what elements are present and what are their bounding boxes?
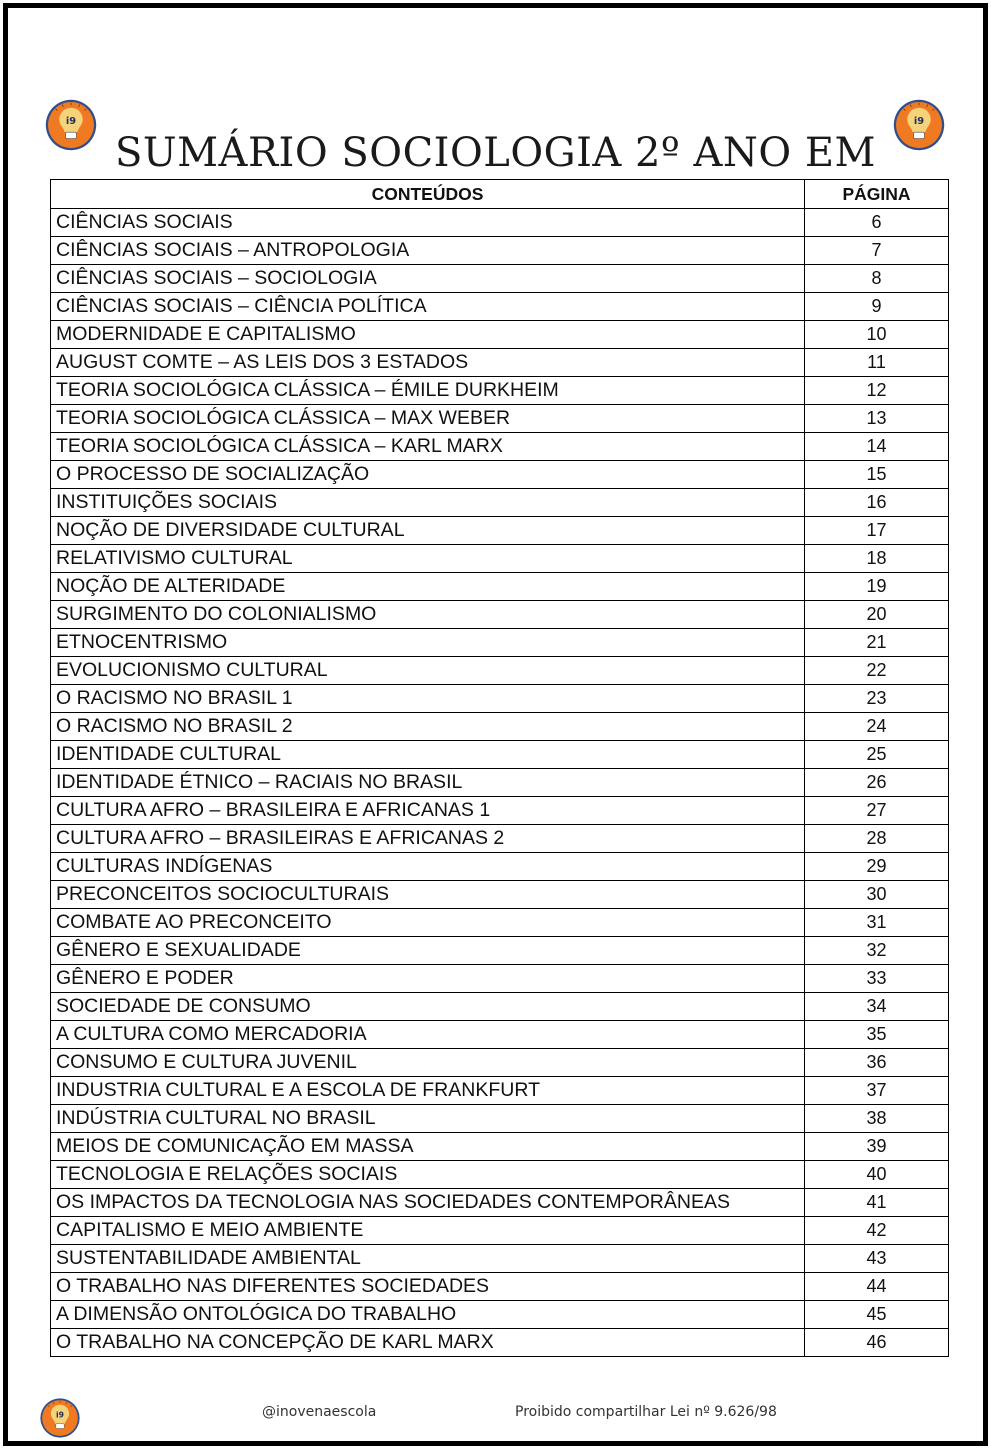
row-content-title: PRECONCEITOS SOCIOCULTURAIS (51, 881, 805, 909)
table-row (51, 937, 949, 965)
row-content-title: GÊNERO E SEXUALIDADE (51, 937, 805, 965)
row-content-title: IDENTIDADE ÉTNICO – RACIAIS NO BRASIL (51, 769, 805, 797)
row-page-number: 22 (805, 657, 949, 685)
table-row (51, 405, 949, 433)
column-header-page: PÁGINA (805, 180, 949, 209)
table-row (51, 685, 949, 713)
row-page-number: 27 (805, 797, 949, 825)
row-content-title: O RACISMO NO BRASIL 1 (51, 685, 805, 713)
row-page-number: 43 (805, 1245, 949, 1273)
row-content-title: O RACISMO NO BRASIL 2 (51, 713, 805, 741)
footer-law-notice: Proibido compartilhar Lei nº 9.626/98 (515, 1404, 777, 1420)
row-content-title: IDENTIDADE CULTURAL (51, 741, 805, 769)
row-content-title: O TRABALHO NAS DIFERENTES SOCIEDADES (51, 1273, 805, 1301)
row-page-number: 29 (805, 853, 949, 881)
row-page-number: 24 (805, 713, 949, 741)
row-page-number: 15 (805, 461, 949, 489)
table-row (51, 993, 949, 1021)
table-row (51, 461, 949, 489)
table-row (51, 769, 949, 797)
row-content-title: SUSTENTABILIDADE AMBIENTAL (51, 1245, 805, 1273)
row-page-number: 36 (805, 1049, 949, 1077)
row-content-title: INDÚSTRIA CULTURAL NO BRASIL (51, 1105, 805, 1133)
column-header-content: CONTEÚDOS (51, 180, 805, 209)
row-content-title: ETNOCENTRISMO (51, 629, 805, 657)
row-page-number: 16 (805, 489, 949, 517)
row-page-number: 39 (805, 1133, 949, 1161)
table-row (51, 1077, 949, 1105)
row-page-number: 33 (805, 965, 949, 993)
logo-text: i9 (56, 1410, 64, 1420)
table-row (51, 349, 949, 377)
table-row (51, 573, 949, 601)
row-content-title: GÊNERO E PODER (51, 965, 805, 993)
row-page-number: 26 (805, 769, 949, 797)
footer-social-handle: @inovenaescola (262, 1404, 377, 1420)
table-row (51, 545, 949, 573)
school-logo-footer (39, 1396, 81, 1440)
row-content-title: NOÇÃO DE ALTERIDADE (51, 573, 805, 601)
row-page-number: 41 (805, 1189, 949, 1217)
table-header-row (51, 180, 949, 209)
table-row (51, 1245, 949, 1273)
row-content-title: SURGIMENTO DO COLONIALISMO (51, 601, 805, 629)
table-row (51, 657, 949, 685)
row-content-title: EVOLUCIONISMO CULTURAL (51, 657, 805, 685)
row-page-number: 8 (805, 265, 949, 293)
row-content-title: TEORIA SOCIOLÓGICA CLÁSSICA – MAX WEBER (51, 405, 805, 433)
row-content-title: TECNOLOGIA E RELAÇÕES SOCIAIS (51, 1161, 805, 1189)
table-row (51, 1273, 949, 1301)
table-row (51, 629, 949, 657)
table-row (51, 1049, 949, 1077)
row-content-title: CULTURA AFRO – BRASILEIRAS E AFRICANAS 2 (51, 825, 805, 853)
table-row (51, 1189, 949, 1217)
row-page-number: 14 (805, 433, 949, 461)
row-page-number: 23 (805, 685, 949, 713)
row-page-number: 40 (805, 1161, 949, 1189)
row-page-number: 46 (805, 1329, 949, 1357)
table-row (51, 1217, 949, 1245)
row-content-title: OS IMPACTOS DA TECNOLOGIA NAS SOCIEDADES CONTEMPORÂNEAS (51, 1189, 805, 1217)
logo-text: i9 (65, 116, 77, 128)
row-content-title: SOCIEDADE DE CONSUMO (51, 993, 805, 1021)
table-row (51, 433, 949, 461)
document-title: SUMÁRIO SOCIOLOGIA 2º ANO EM (114, 130, 876, 176)
row-page-number: 45 (805, 1301, 949, 1329)
row-page-number: 19 (805, 573, 949, 601)
table-row (51, 1301, 949, 1329)
table-of-contents (50, 179, 949, 1357)
row-content-title: AUGUST COMTE – AS LEIS DOS 3 ESTADOS (51, 349, 805, 377)
table-row (51, 713, 949, 741)
table-row (51, 825, 949, 853)
table-row (51, 797, 949, 825)
row-content-title: MEIOS DE COMUNICAÇÃO EM MASSA (51, 1133, 805, 1161)
row-page-number: 42 (805, 1217, 949, 1245)
row-page-number: 21 (805, 629, 949, 657)
table-row (51, 881, 949, 909)
row-content-title: MODERNIDADE E CAPITALISMO (51, 321, 805, 349)
row-page-number: 20 (805, 601, 949, 629)
row-content-title: COMBATE AO PRECONCEITO (51, 909, 805, 937)
table-row (51, 1161, 949, 1189)
row-page-number: 11 (805, 349, 949, 377)
row-content-title: CULTURAS INDÍGENAS (51, 853, 805, 881)
row-page-number: 18 (805, 545, 949, 573)
row-content-title: CAPITALISMO E MEIO AMBIENTE (51, 1217, 805, 1245)
table-row (51, 853, 949, 881)
table-row (51, 321, 949, 349)
table-body (51, 209, 949, 1357)
row-content-title: O TRABALHO NA CONCEPÇÃO DE KARL MARX (51, 1329, 805, 1357)
row-content-title: INDUSTRIA CULTURAL E A ESCOLA DE FRANKFURT (51, 1077, 805, 1105)
table-row (51, 1329, 949, 1357)
row-page-number: 30 (805, 881, 949, 909)
row-page-number: 28 (805, 825, 949, 853)
row-page-number: 13 (805, 405, 949, 433)
table-row (51, 1021, 949, 1049)
table-row (51, 377, 949, 405)
row-page-number: 7 (805, 237, 949, 265)
row-page-number: 12 (805, 377, 949, 405)
table-row (51, 265, 949, 293)
row-page-number: 32 (805, 937, 949, 965)
row-page-number: 38 (805, 1105, 949, 1133)
table-row (51, 489, 949, 517)
row-content-title: CULTURA AFRO – BRASILEIRA E AFRICANAS 1 (51, 797, 805, 825)
row-page-number: 25 (805, 741, 949, 769)
row-content-title: CIÊNCIAS SOCIAIS – SOCIOLOGIA (51, 265, 805, 293)
row-content-title: CIÊNCIAS SOCIAIS (51, 209, 805, 237)
table-row (51, 909, 949, 937)
row-content-title: O PROCESSO DE SOCIALIZAÇÃO (51, 461, 805, 489)
table-row (51, 209, 949, 237)
row-page-number: 34 (805, 993, 949, 1021)
row-content-title: INSTITUIÇÕES SOCIAIS (51, 489, 805, 517)
row-page-number: 17 (805, 517, 949, 545)
row-content-title: CIÊNCIAS SOCIAIS – CIÊNCIA POLÍTICA (51, 293, 805, 321)
table-row (51, 741, 949, 769)
table-row (51, 517, 949, 545)
row-page-number: 37 (805, 1077, 949, 1105)
row-page-number: 44 (805, 1273, 949, 1301)
row-content-title: CONSUMO E CULTURA JUVENIL (51, 1049, 805, 1077)
row-page-number: 31 (805, 909, 949, 937)
row-content-title: CIÊNCIAS SOCIAIS – ANTROPOLOGIA (51, 237, 805, 265)
row-content-title: TEORIA SOCIOLÓGICA CLÁSSICA – ÉMILE DURKHEIM (51, 377, 805, 405)
row-page-number: 6 (805, 209, 949, 237)
lightbulb-logo-icon (39, 1396, 81, 1440)
row-page-number: 35 (805, 1021, 949, 1049)
table-row (51, 293, 949, 321)
logo-text: i9 (913, 116, 925, 128)
table-row (51, 1105, 949, 1133)
table-row (51, 1133, 949, 1161)
row-page-number: 10 (805, 321, 949, 349)
row-content-title: A DIMENSÃO ONTOLÓGICA DO TRABALHO (51, 1301, 805, 1329)
row-content-title: TEORIA SOCIOLÓGICA CLÁSSICA – KARL MARX (51, 433, 805, 461)
table-row (51, 965, 949, 993)
table-row (51, 601, 949, 629)
row-content-title: RELATIVISMO CULTURAL (51, 545, 805, 573)
row-page-number: 9 (805, 293, 949, 321)
row-content-title: NOÇÃO DE DIVERSIDADE CULTURAL (51, 517, 805, 545)
table-row (51, 237, 949, 265)
row-content-title: A CULTURA COMO MERCADORIA (51, 1021, 805, 1049)
